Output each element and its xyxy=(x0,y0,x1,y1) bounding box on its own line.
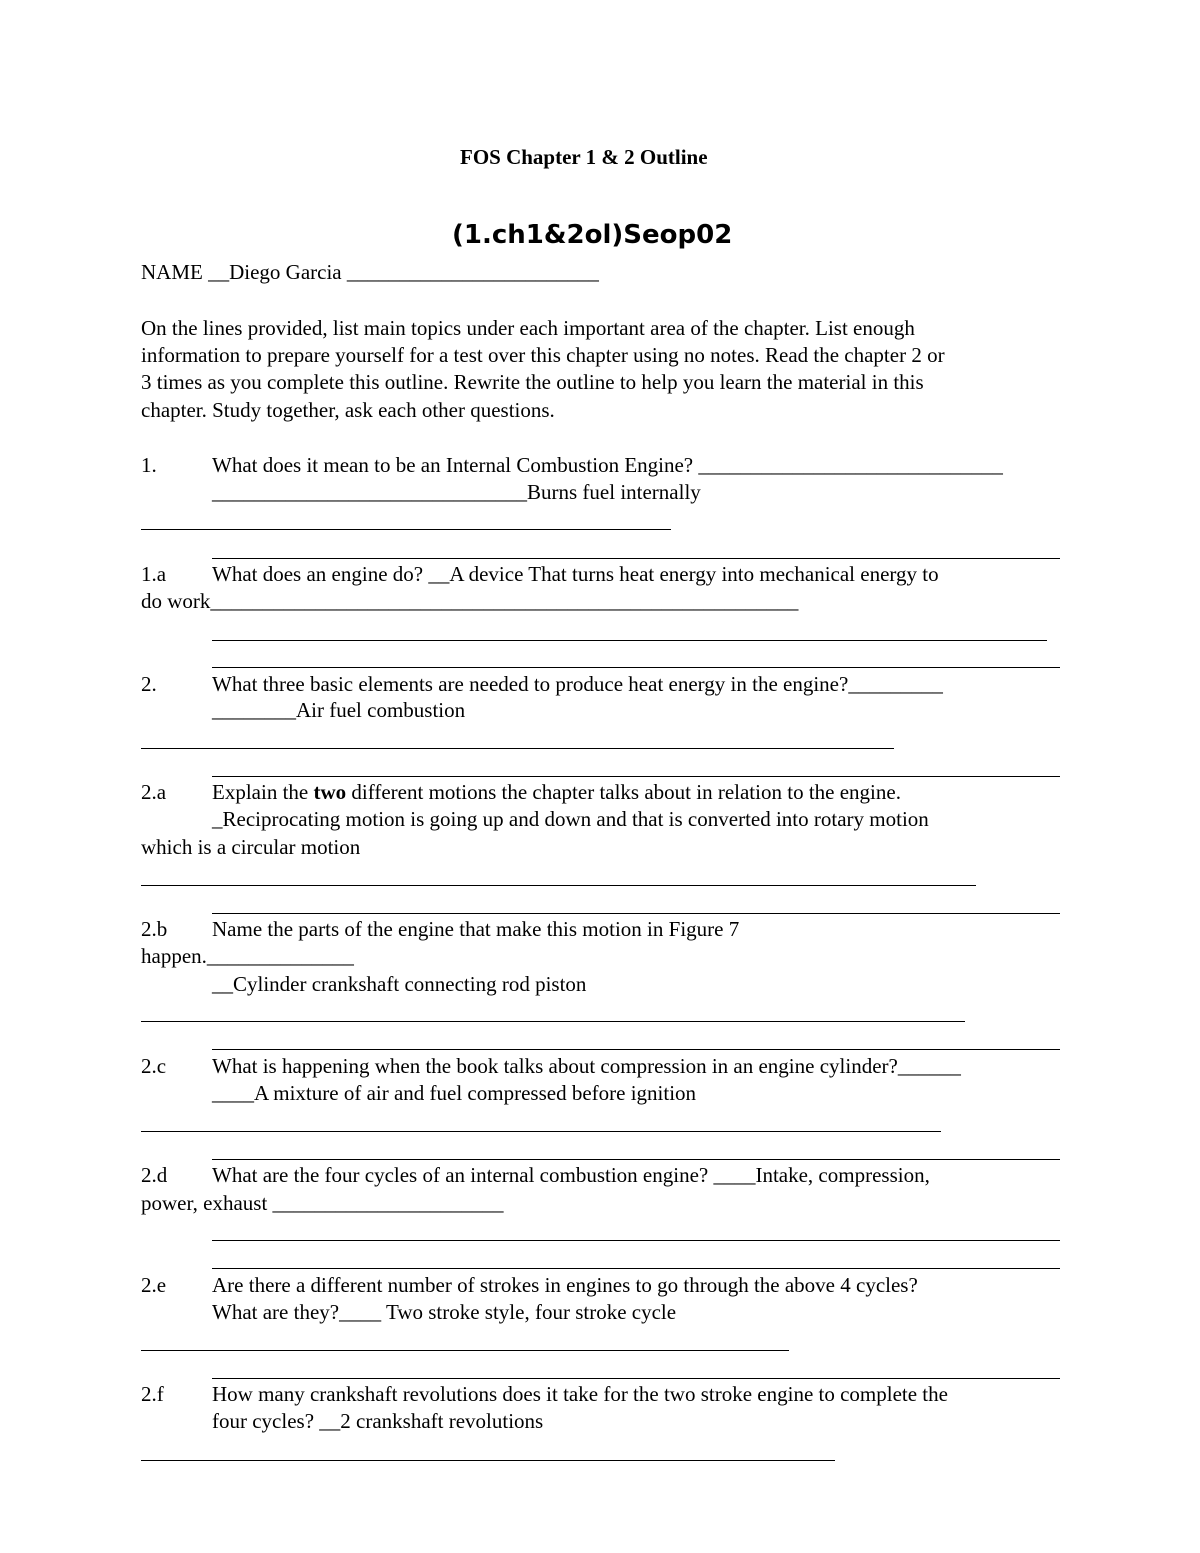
name-blank: ________________________ xyxy=(346,260,599,284)
answer-text: What are they?____ Two stroke style, four stroke cycle xyxy=(212,1300,677,1324)
name-field[interactable] xyxy=(141,262,599,283)
answer-text: _Reciprocating motion is going up and down and that is converted into rotary motion xyxy=(212,807,929,831)
answer-blank: ________________________________________________________ xyxy=(210,589,799,613)
question-number: 1.a xyxy=(141,562,167,586)
question-text: Name the parts of the engine that make this motion in Figure 7 xyxy=(212,917,740,941)
answer-text: ________Air fuel combustion xyxy=(212,698,466,722)
answer-blank: ______________ xyxy=(206,944,354,968)
question-text: Explain the two different motions the chapter talks about in relation to the engine. xyxy=(212,780,901,804)
answer-line[interactable] xyxy=(212,1049,1060,1050)
name-label: NAME __Diego Garcia xyxy=(141,260,347,284)
answer-line[interactable] xyxy=(212,1268,1060,1269)
question-text: What does it mean to be an Internal Combustion Engine? _____________________________ xyxy=(212,453,1003,477)
answer-line[interactable] xyxy=(141,885,976,886)
answer-blank: ________ xyxy=(212,698,296,722)
question-text-continued: happen.______________ xyxy=(141,944,354,968)
question-number: 2.b xyxy=(141,917,168,941)
answer-blank: ______________________________ xyxy=(212,480,527,504)
answer-line[interactable] xyxy=(141,1460,835,1461)
instructions-line: On the lines provided, list main topics under each important area of the chapter. List enough xyxy=(141,316,915,340)
document-title: FOS Chapter 1 & 2 Outline xyxy=(460,145,708,169)
question-text: What three basic elements are needed to produce heat energy in the engine?_________ xyxy=(212,672,943,696)
question-text-continued: do work________________________________________________________ xyxy=(141,589,799,613)
question-text-continued: power, exhaust ______________________ xyxy=(141,1191,504,1215)
answer-text: ____A mixture of air and fuel compressed before ignition xyxy=(212,1081,697,1105)
answer-blank: ______ xyxy=(897,1054,961,1078)
document-code: (1.ch1&2ol)Seop02 xyxy=(452,220,733,250)
answer-line[interactable] xyxy=(212,1159,1060,1160)
answer-blank: ______________________ xyxy=(272,1191,504,1215)
question-number: 2. xyxy=(141,672,157,696)
question-text: What is happening when the book talks about compression in an engine cylinder?______ xyxy=(212,1054,961,1078)
answer-line[interactable] xyxy=(212,667,1060,668)
instructions-line: 3 times as you complete this outline. Rewrite the outline to help you learn the material in this xyxy=(141,370,924,394)
question-number: 2.e xyxy=(141,1273,167,1297)
question-text: Are there a different number of strokes in engines to go through the above 4 cycles? xyxy=(212,1273,918,1297)
answer-line[interactable] xyxy=(141,1021,965,1022)
answer-line[interactable] xyxy=(212,913,1060,914)
answer-line[interactable] xyxy=(212,558,1060,559)
answer-line[interactable] xyxy=(212,776,1060,777)
question-number: 2.c xyxy=(141,1054,167,1078)
answer-text: ______________________________Burns fuel internally xyxy=(212,480,701,504)
answer-text: which is a circular motion xyxy=(141,835,361,859)
question-number: 2.f xyxy=(141,1382,164,1406)
question-text: What are the four cycles of an internal combustion engine? ____Intake, compression, xyxy=(212,1163,930,1187)
answer-blank: _____________________________ xyxy=(698,453,1003,477)
question-number: 2.a xyxy=(141,780,167,804)
question-text: How many crankshaft revolutions does it take for the two stroke engine to complete the xyxy=(212,1382,948,1406)
answer-text: __Cylinder crankshaft connecting rod piston xyxy=(212,972,587,996)
answer-line[interactable] xyxy=(212,640,1047,641)
answer-line[interactable] xyxy=(212,1240,1060,1241)
instructions-line: chapter. Study together, ask each other questions. xyxy=(141,398,555,422)
instructions-line: information to prepare yourself for a test over this chapter using no notes. Read the chapter 2 or xyxy=(141,343,945,367)
answer-line[interactable] xyxy=(141,529,671,530)
answer-text: four cycles? __2 crankshaft revolutions xyxy=(212,1409,544,1433)
question-number: 1. xyxy=(141,453,157,477)
question-number: 2.d xyxy=(141,1163,168,1187)
question-text: What does an engine do? __A device That turns heat energy into mechanical energy to xyxy=(212,562,939,586)
answer-line[interactable] xyxy=(141,1131,941,1132)
answer-line[interactable] xyxy=(141,1350,789,1351)
answer-line[interactable] xyxy=(141,748,894,749)
answer-blank: _________ xyxy=(848,672,943,696)
answer-line[interactable] xyxy=(212,1378,1060,1379)
